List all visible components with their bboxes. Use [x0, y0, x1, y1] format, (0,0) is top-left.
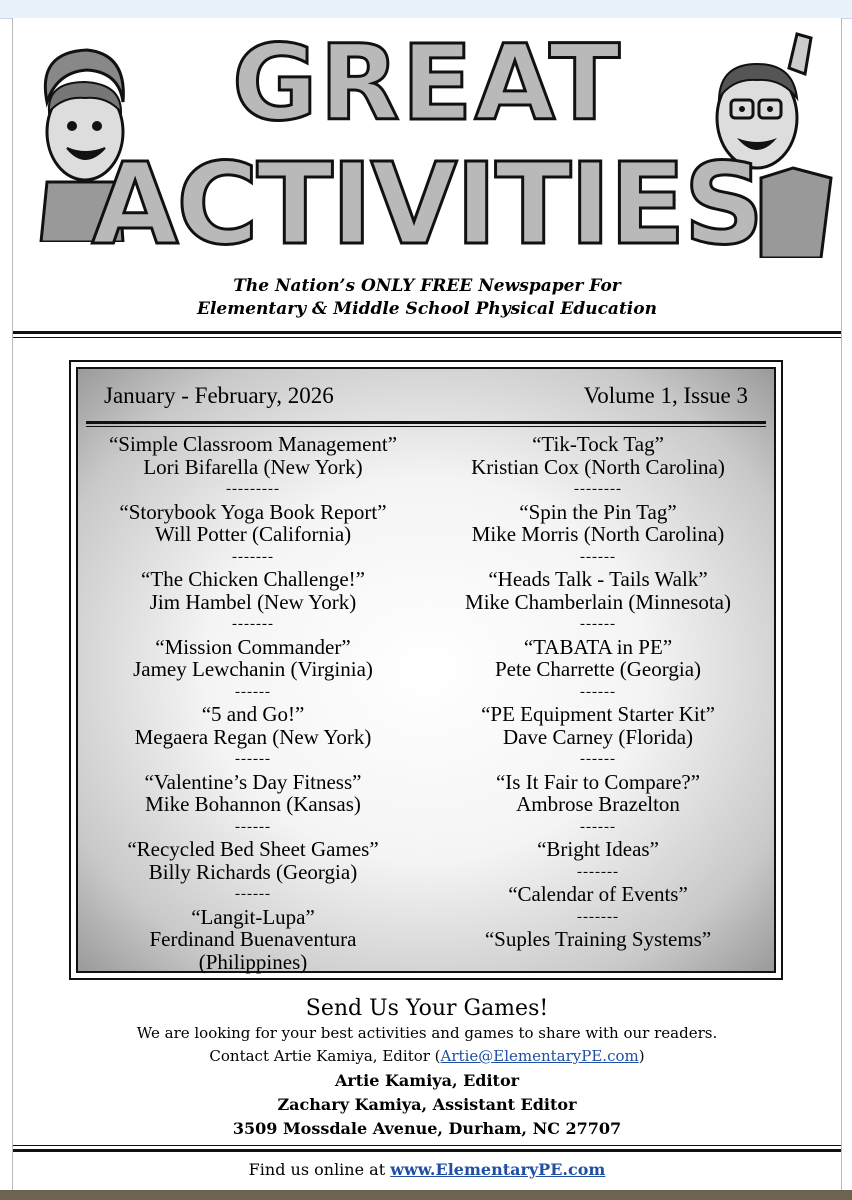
list-item: [423, 568, 773, 636]
separator: ---------: [226, 481, 280, 497]
contents-box-inner: [76, 367, 776, 973]
list-item: [423, 771, 773, 839]
article-title: “TABATA in PE”: [523, 634, 673, 659]
separator: ------: [580, 548, 616, 565]
article-title: “Simple Classroom Management”: [108, 432, 398, 456]
list-item: [78, 636, 428, 704]
send-games-heading: Send Us Your Games!: [305, 996, 549, 1021]
contents-right-column: [423, 433, 773, 951]
logo-activities: ACTIVITIES: [91, 140, 763, 270]
divider: [13, 1145, 841, 1146]
list-item: [423, 636, 773, 704]
separator: ------: [580, 683, 616, 700]
list-item: [423, 883, 773, 928]
contact-prefix: Contact Artie Kamiya, Editor (: [209, 1047, 441, 1065]
list-item: [78, 568, 428, 636]
article-title: “Calendar of Events”: [508, 882, 688, 906]
list-item: [423, 433, 773, 501]
separator: ------: [580, 818, 616, 835]
separator: ------: [235, 818, 271, 835]
separator: ------: [235, 751, 271, 767]
article-title: “Suples Training Systems”: [484, 927, 712, 951]
separator: -------: [232, 548, 274, 565]
list-item: [423, 703, 773, 771]
article-author: Will Potter (California): [154, 522, 352, 546]
divider: [13, 331, 841, 334]
looking-text: We are looking for your best activities and games to share with our readers.: [136, 1024, 718, 1042]
article-title: “PE Equipment Starter Kit”: [481, 702, 715, 726]
divider: [13, 1149, 841, 1152]
list-item: [78, 703, 428, 771]
article-author: Mike Morris (North Carolina): [471, 522, 725, 546]
contact-line: [13, 1047, 841, 1065]
article-author: Mike Bohannon (Kansas): [145, 792, 361, 816]
separator: -------: [577, 908, 619, 925]
article-author: Jim Hambel (New York): [149, 589, 357, 614]
article-title: “Is It Fair to Compare?”: [495, 769, 701, 794]
tagline-line-2: Elementary & Middle School Physical Education: [197, 299, 657, 319]
list-item: [423, 501, 773, 569]
article-author: Ferdinand Buenaventura: [149, 927, 357, 951]
article-author: Dave Carney (Florida): [502, 724, 694, 749]
divider: [86, 426, 766, 427]
article-author: Lori Bifarella (New York): [143, 454, 363, 479]
find-online-line: [13, 1160, 841, 1179]
article-author-location: (Philippines): [198, 949, 308, 974]
separator: ------: [235, 886, 271, 902]
article-author: Ambrose Brazelton: [516, 792, 680, 816]
masthead: [13, 18, 841, 319]
separator: --------: [574, 481, 622, 497]
article-author: Jamey Lewchanin (Virginia): [133, 657, 373, 681]
contact-suffix: ): [638, 1047, 645, 1065]
list-item: [423, 838, 773, 883]
divider: [13, 337, 841, 338]
logo-great: GREAT: [232, 22, 622, 144]
editor-name: Artie Kamiya, Editor: [334, 1071, 520, 1090]
newsletter-page: [12, 18, 842, 1190]
mailing-address: 3509 Mossdale Avenue, Durham, NC 27707: [232, 1119, 622, 1138]
article-title: “Heads Talk - Tails Walk”: [488, 567, 708, 591]
article-title: “5 and Go!”: [201, 702, 305, 726]
article-title: “Tik-Tock Tag”: [532, 432, 664, 456]
separator: -------: [577, 863, 619, 880]
assistant-editor-name: Zachary Kamiya, Assistant Editor: [277, 1095, 577, 1114]
article-author: Pete Charrette (Georgia): [494, 657, 702, 681]
article-title: “Storybook Yoga Book Report”: [119, 499, 387, 524]
article-title: “Bright Ideas”: [537, 837, 659, 861]
list-item: [78, 906, 428, 974]
article-title: “Recycled Bed Sheet Games”: [127, 837, 379, 861]
website-link[interactable]: www.ElementaryPE.com: [390, 1160, 606, 1179]
contents-left-column: [78, 433, 428, 973]
separator: -------: [232, 616, 274, 632]
article-title: “Spin the Pin Tag”: [519, 499, 677, 524]
article-author: Mike Chamberlain (Minnesota): [465, 589, 731, 614]
separator: ------: [235, 683, 271, 700]
article-title: “Valentine’s Day Fitness”: [144, 769, 362, 794]
article-author: Megaera Regan (New York): [134, 724, 372, 749]
article-title: “Langit-Lupa”: [191, 904, 315, 929]
find-prefix: Find us online at: [248, 1160, 391, 1179]
article-title: “The Chicken Challenge!”: [141, 567, 365, 591]
contents-box: [69, 360, 783, 980]
list-item: [423, 928, 773, 951]
bottom-strip: [0, 1190, 852, 1200]
list-item: [78, 838, 428, 906]
article-title: “Mission Commander”: [155, 634, 351, 659]
separator: ------: [580, 751, 616, 767]
separator: ------: [580, 616, 616, 632]
editor-email-link[interactable]: Artie@ElementaryPE.com: [440, 1047, 639, 1065]
list-item: [78, 771, 428, 839]
browser-top-bar: [0, 0, 852, 19]
divider: [86, 421, 766, 424]
issue-volume: Volume 1, Issue 3: [583, 383, 748, 408]
list-item: [78, 433, 428, 501]
article-author: Billy Richards (Georgia): [148, 859, 358, 884]
tagline-line-1: The Nation’s ONLY FREE Newspaper For: [233, 276, 621, 296]
issue-date: January - February, 2026: [104, 383, 334, 408]
list-item: [78, 501, 428, 569]
article-author: Kristian Cox (North Carolina): [471, 454, 725, 479]
